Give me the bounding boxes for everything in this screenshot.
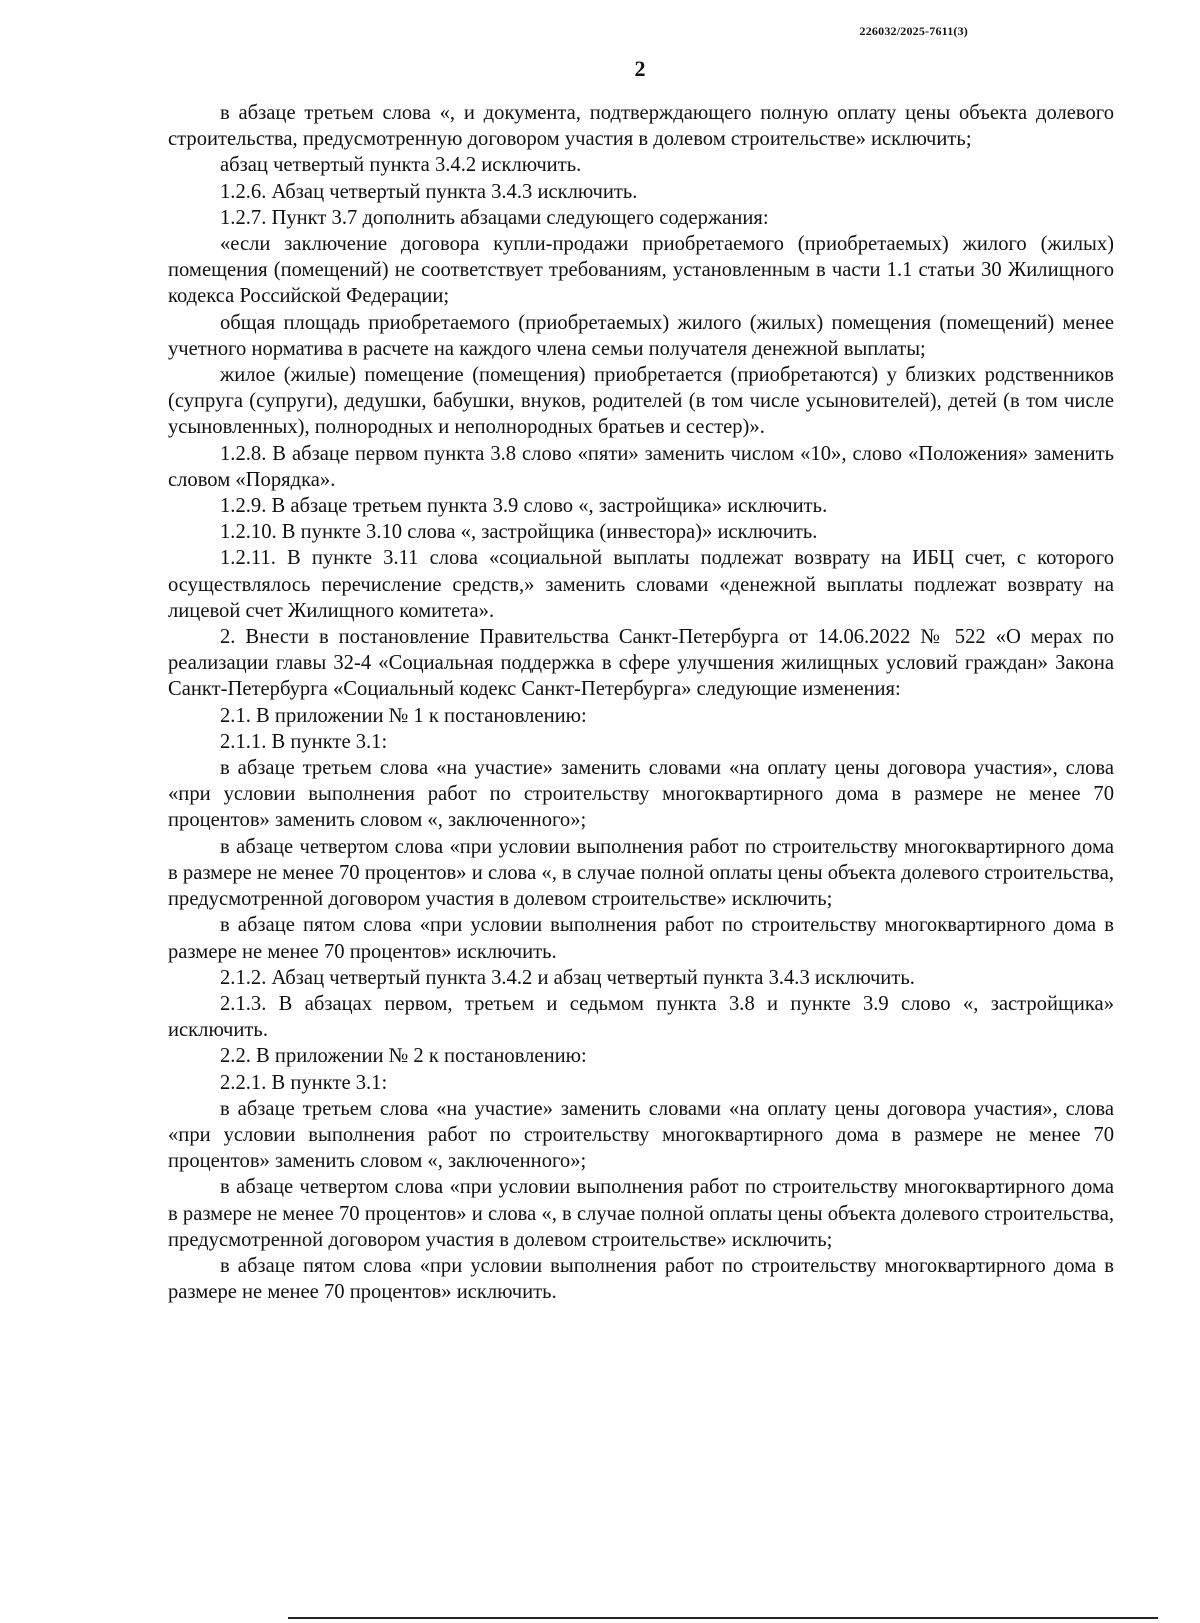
paragraph: 2.1.1. В пункте 3.1:: [220, 730, 388, 753]
paragraph: 2.1. В приложении № 1 к постановлению:: [220, 704, 587, 727]
paragraph: абзац четвертый пункта 3.4.2 исключить.: [220, 154, 582, 177]
paragraph: 1.2.9. В абзаце третьем пункта 3.9 слово «, застройщика» исключить.: [220, 495, 828, 518]
paragraph: в абзаце пятом слова «при условии выполнения работ по строительству многоквартирного дома в размере не менее 70 процентов» исключить.: [168, 914, 1114, 963]
paragraph: 2.2.1. В пункте 3.1:: [220, 1071, 388, 1094]
document-body: [168, 100, 1114, 1305]
paragraph: 1.2.11. В пункте 3.11 слова «социальной выплаты подлежат возврату на ИБЦ счет, с которого осуществлялось перечисление средств,» заменить словами «денежной выплаты подлежат возврату на лицевой счет Жилищного комитета».: [168, 547, 1114, 622]
paragraph: в абзаце пятом слова «при условии выполнения работ по строительству многоквартирного дома в размере не менее 70 процентов» исключить.: [168, 1254, 1114, 1304]
paragraph: 1.2.7. Пункт 3.7 дополнить абзацами следующего содержания:: [220, 206, 769, 229]
paragraph: 1.2.6. Абзац четвертый пункта 3.4.3 исключить.: [220, 180, 638, 203]
paragraph: 2. Внести в постановление Правительства Санкт-Петербурга от 14.06.2022 № 522 «О мерах по реализации главы 32-4 «Социальная поддержка в сфере улучшения жилищных условий граждан» Закона Санкт-Петербурга «Социальный кодекс Санкт-Петербурга» следующие изменения:: [168, 626, 1114, 701]
paragraph: в абзаце третьем слова «на участие» заменить словами «на оплату цены договора участия», слова «при условии выполнения работ по строительству многоквартирного дома в размере не менее 70 процентов» заменить словом «, заключенного»;: [168, 757, 1114, 832]
paragraph: в абзаце третьем слова «на участие» заменить словами «на оплату цены договора участия», слова «при условии выполнения работ по строительству многоквартирного дома в размере не менее 70 процентов» заменить словом «, заключенного»;: [168, 1097, 1114, 1173]
paragraph: общая площадь приобретаемого (приобретаемых) жилого (жилых) помещения (помещений) менее учетного норматива в расчете на каждого члена семьи получателя денежной выплаты;: [168, 311, 1114, 360]
paragraph: 1.2.10. В пункте 3.10 слова «, застройщика (инвестора)» исключить.: [220, 521, 818, 544]
paragraph: 2.1.2. Абзац четвертый пункта 3.4.2 и абзац четвертый пункта 3.4.3 исключить.: [220, 966, 915, 989]
page-number: 2: [634, 56, 646, 81]
paragraph: 1.2.8. В абзаце первом пункта 3.8 слово «пяти» заменить числом «10», слово «Положения» заменить словом «Порядка».: [168, 442, 1114, 491]
document-id: 226032/2025-7611(3): [859, 24, 968, 38]
scan-edge-line: [288, 1617, 1158, 1619]
paragraph: 2.2. В приложении № 2 к постановлению:: [220, 1045, 587, 1068]
paragraph: в абзаце четвертом слова «при условии выполнения работ по строительству многоквартирного дома в размере не менее 70 процентов» и слова «, в случае полной оплаты цены объекта долевого строительства, предусмотренной договором участия в долевом строительстве» исключить;: [168, 1176, 1114, 1251]
paragraph: в абзаце четвертом слова «при условии выполнения работ по строительству многоквартирного дома в размере не менее 70 процентов» и слова «, в случае полной оплаты цены объекта долевого строительства, предусмотренной договором участия в долевом строительстве» исключить;: [168, 835, 1114, 911]
paragraph: в абзаце третьем слова «, и документа, подтверждающего полную оплату цены объекта долевого строительства, предусмотренную договором участия в долевом строительстве» исключить;: [168, 102, 1114, 151]
paragraph: «если заключение договора купли-продажи приобретаемого (приобретаемых) жилого (жилых) помещения (помещений) не соответствует требованиям, установленным в части 1.1 статьи 30 Жилищного кодекса Российской Федерации;: [168, 233, 1114, 308]
paragraph: жилое (жилые) помещение (помещения) приобретается (приобретаются) у близких родственников (супруга (супруги), дедушки, бабушки, внуков, родителей (в том числе усыновителей), детей (в том числе усыновленных), полнородных и неполнородных братьев и сестер)».: [168, 364, 1114, 439]
paragraph: 2.1.3. В абзацах первом, третьем и седьмом пункта 3.8 и пункте 3.9 слово «, застройщика» исключить.: [168, 992, 1114, 1042]
